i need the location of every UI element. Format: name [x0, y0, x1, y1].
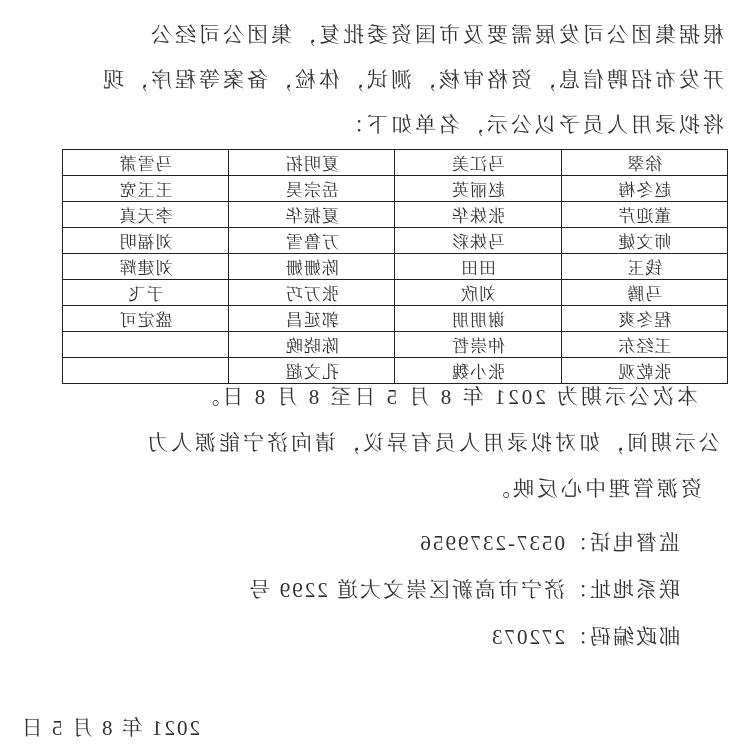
document-date: 2021 年 8 月 5 日	[19, 716, 200, 740]
name-cell	[63, 332, 229, 358]
name-cell: 赵丽英	[395, 176, 561, 202]
contact-address-line: 联系地址：济宁市高新区崇文大道 2299 号	[247, 578, 680, 602]
name-cell: 岳宗昊	[229, 176, 395, 202]
table-row	[63, 202, 728, 228]
name-cell: 仲崇哲	[395, 332, 561, 358]
name-cell: 董迎芹	[561, 202, 727, 228]
name-cell: 万鲁雪	[229, 228, 395, 254]
name-cell: 李天真	[63, 202, 229, 228]
name-cell: 夏振华	[229, 202, 395, 228]
name-cell: 刘福明	[63, 228, 229, 254]
name-cell: 程冬爽	[561, 306, 727, 332]
intro-line: 根据集团公司发展需要及市国资委批复，集团公司经公	[148, 23, 724, 47]
contact-info-block	[248, 520, 681, 661]
name-cell: 谢朋朋	[395, 306, 561, 332]
name-cell: 张小魏	[395, 358, 561, 384]
name-cell: 盛定可	[63, 306, 229, 332]
table-row	[63, 332, 728, 358]
name-cell: 徐翠	[561, 150, 727, 176]
table-row	[63, 306, 728, 332]
name-cell: 郭延昌	[229, 306, 395, 332]
candidate-names-table	[62, 149, 728, 384]
notice-line: 资源管理中心反映。	[486, 477, 702, 501]
name-cell: 田田	[395, 254, 561, 280]
table-row	[63, 176, 728, 202]
intro-line: 将拟录用人员予以公示，名单如下：	[340, 113, 724, 137]
name-cell: 张万巧	[229, 280, 395, 306]
name-cell: 王经东	[561, 332, 727, 358]
name-cell: 张姝华	[395, 202, 561, 228]
postal-code-line: 邮政编码：272073	[490, 625, 680, 649]
name-cell: 夏明拓	[229, 150, 395, 176]
name-cell: 马江美	[395, 150, 561, 176]
name-cell: 马姝彩	[395, 228, 561, 254]
name-cell: 张乾观	[561, 358, 727, 384]
intro-paragraph	[8, 13, 724, 148]
table-row	[63, 254, 728, 280]
name-cell: 王玉宽	[63, 176, 229, 202]
name-cell: 陈姗姗	[229, 254, 395, 280]
name-cell: 马雪萧	[63, 150, 229, 176]
name-cell: 刘欣	[395, 280, 561, 306]
name-cell: 陈晓晚	[229, 332, 395, 358]
publicity-period-paragraph	[10, 374, 720, 512]
intro-line: 开发布招聘信息，资格审核，测试，体检，备案等程序，现	[100, 68, 724, 92]
table-row	[63, 228, 728, 254]
table-row	[63, 280, 728, 306]
notice-line: 本次公示期为 2021 年 8 月 5 日至 8 月 8 日。	[195, 385, 698, 409]
name-cell: 师文婕	[561, 228, 727, 254]
table-row	[63, 150, 728, 176]
name-cell: 孔文超	[229, 358, 395, 384]
name-cell: 于飞	[63, 280, 229, 306]
candidate-names-table-body	[63, 150, 728, 384]
supervision-phone-line: 监督电话：0537-2379956	[418, 531, 680, 555]
name-cell: 赵冬梅	[561, 176, 727, 202]
name-cell: 刘建辉	[63, 254, 229, 280]
name-cell: 钱玉	[561, 254, 727, 280]
notice-line: 公示期间，如对拟录用人员有异议，请向济宁能源人力	[144, 431, 720, 455]
name-cell: 马腾	[561, 280, 727, 306]
